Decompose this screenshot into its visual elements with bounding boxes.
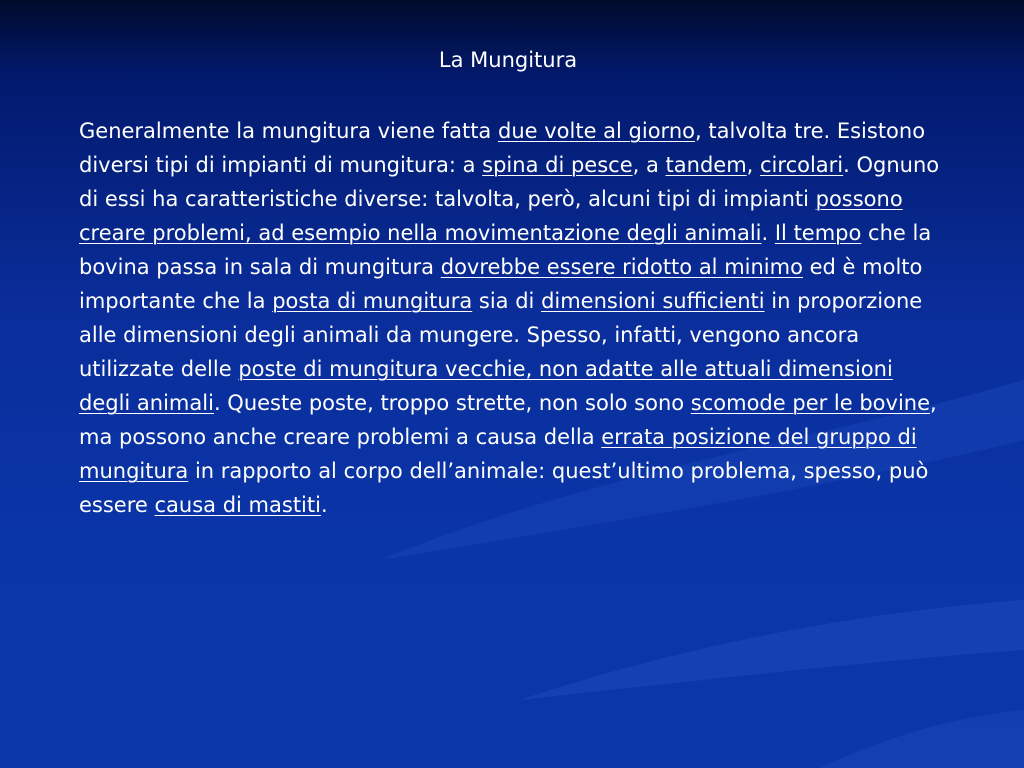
link-spina-di-pesce[interactable]: spina di pesce [482, 153, 633, 177]
slide-title: La Mungitura [438, 48, 578, 72]
body-text: . [320, 493, 328, 517]
body-text: sia di [472, 289, 542, 313]
body-text: . [761, 221, 775, 245]
body-text: ed è molto importante che la [79, 255, 923, 313]
link-dovrebbe-essere-ridotto[interactable]: dovrebbe essere ridotto al minimo [440, 255, 803, 279]
body-text: che la bovina passa in sala di mungitura [79, 221, 932, 279]
body-text: , ma possono anche creare problemi a causa della [79, 391, 937, 449]
slide-body-paragraph [79, 114, 949, 522]
body-text: . Queste poste, troppo strette, non solo sono [213, 391, 691, 415]
link-tandem[interactable]: tandem [665, 153, 747, 177]
body-text: , [746, 153, 761, 177]
link-scomode-per-le-bovine[interactable]: scomode per le bovine [690, 391, 931, 415]
body-text: , talvolta tre. Esistono diversi tipi di impianti di mungitura: a [79, 119, 926, 177]
body-text: in proporzione alle dimensioni degli animali da mungere. Spesso, infatti, vengono ancora utilizzate delle [79, 289, 923, 381]
link-possono-creare-problemi[interactable]: possono creare problemi, ad esempio nella movimentazione degli animali [79, 187, 903, 245]
body-text: in rapporto al corpo dell’animale: quest’ultimo problema, spesso, può essere [79, 459, 929, 517]
link-errata-posizione[interactable]: errata posizione del gruppo di mungitura [79, 425, 917, 483]
body-text: , a [632, 153, 666, 177]
link-il-tempo[interactable]: Il tempo [774, 221, 862, 245]
link-causa-di-mastiti[interactable]: causa di mastiti [154, 493, 321, 517]
body-text: Generalmente la mungitura viene fatta [79, 119, 498, 143]
link-dimensioni-sufficienti[interactable]: dimensioni sufficienti [541, 289, 765, 313]
link-poste-di-mungitura-vecchie[interactable]: poste di mungitura vecchie, non adatte alle attuali dimensioni degli animali [79, 357, 893, 415]
body-text: . Ognuno di essi ha caratteristiche diverse: talvolta, però, alcuni tipi di impianti [79, 153, 940, 211]
link-circolari[interactable]: circolari [760, 153, 844, 177]
link-due-volte-al-giorno[interactable]: due volte al giorno [497, 119, 695, 143]
link-posta-di-mungitura[interactable]: posta di mungitura [272, 289, 473, 313]
